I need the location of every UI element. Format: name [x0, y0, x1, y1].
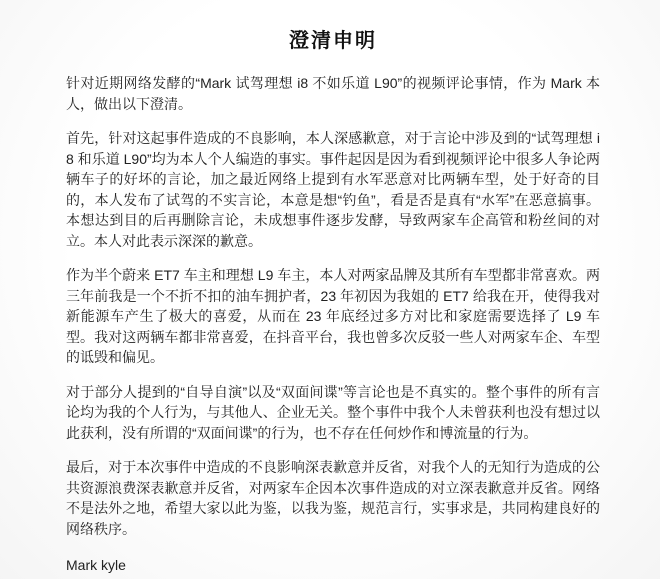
paragraph-final-apology: 最后，对于本次事件中造成的不良影响深表歉意并反省，对我个人的无知行为造成的公共资源浪费深表歉意并反省，对两家车企因本次事件造成的对立深表歉意并反省。网络不是法外之地，希望大家以此为鉴，以我为鉴，规范言行，实事求是，共同构建良好的网络秩序。	[66, 459, 600, 537]
document-title: 澄清申明	[289, 30, 377, 52]
signature: Mark kyle	[66, 557, 126, 573]
paragraph-intro: 针对近期网络发酵的“Mark 试驾理想 i8 不如乐道 L90”的视频评论事情，作为 Mark 本人，做出以下澄清。	[66, 75, 600, 112]
paragraph-rumor-denial: 对于部分人提到的“自导自演”以及“双面间谍”等言论也是不真实的。整个事件的所有言论均为我的个人行为，与其他人、企业无关。整个事件中我个人未曾获利也没有想过以此获利，没有所谓的“双面间谍”的行为，也不存在任何炒作和博流量的行为。	[66, 383, 600, 441]
paragraph-ownership-background: 作为半个蔚来 ET7 车主和理想 L9 车主，本人对两家品牌及其所有车型都非常喜欢。两三年前我是一个不折不扣的油车拥护者，23 年初因为我姐的 ET7 给我在开，使得我对新能源车产生了极大的喜爱，从而在 23 年底经过多方对比和家庭需要选择了 L9 车型。我对这两辆车都非常喜爱，在抖音平台，我也曾多次反驳一些人对两家车企、车型的诋毁和偏见。	[66, 267, 600, 365]
paragraph-apology-explanation: 首先，针对这起事件造成的不良影响，本人深感歉意，对于言论中涉及到的“试驾理想 i8 和乐道 L90”均为本人个人编造的事实。事件起因是因为看到视频评论中很多人争论两辆车子的好坏的言论，加之最近网络上提到有水军恶意对比两辆车型，处于好奇的目的，本人发布了试驾的不实言论，本意是想“钓鱼”，看是否是真有“水军”在恶意搞事。本想达到目的后再删除言论，未成想事件逐步发酵，导致两家车企高管和粉丝间的对立。本人对此表示深深的歉意。	[66, 130, 600, 249]
